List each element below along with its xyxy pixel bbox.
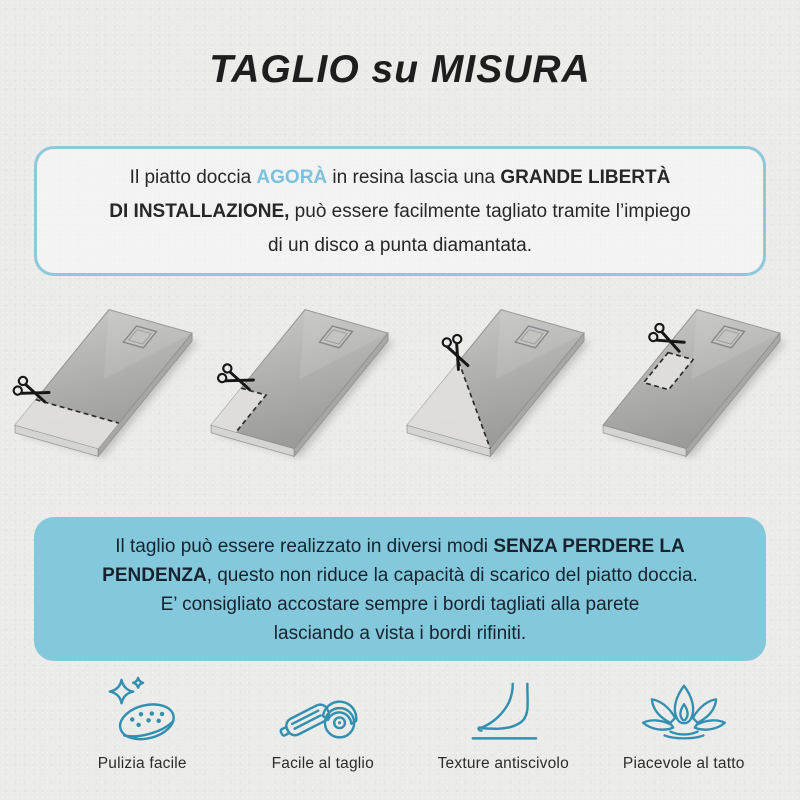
feature-label: Piacevole al tatto xyxy=(622,755,745,772)
brand-name: AGORÀ xyxy=(256,167,328,188)
feature-label: Pulizia facile xyxy=(97,755,187,772)
pendenza-box xyxy=(34,517,766,661)
intro-box xyxy=(34,146,766,276)
intro-line-3 xyxy=(43,229,757,263)
pendenza-line-1 xyxy=(38,532,762,561)
text-segment: , questo non riduce la capacità di scarico del piatto doccia. xyxy=(206,565,698,586)
text-segment: può essere facilmente tagliato tramite l’impiego xyxy=(289,201,691,222)
tray-cut-center-hole xyxy=(596,294,792,472)
intro-line-2 xyxy=(43,195,757,229)
text-segment-bold: DI INSTALLAZIONE, xyxy=(109,201,290,222)
intro-line-1 xyxy=(43,161,757,195)
feature-piacevole-al-tatto xyxy=(594,676,775,773)
feature-label: Facile al taglio xyxy=(271,755,374,772)
text-segment-bold: PENDENZA xyxy=(102,565,207,586)
angle-grinder-icon xyxy=(279,676,367,752)
lotus-icon xyxy=(640,676,728,752)
feature-texture-antiscivolo xyxy=(413,676,594,773)
text-segment: Il taglio può essere realizzato in diversi modi xyxy=(115,536,494,557)
text-segment-bold: GRANDE LIBERTÀ xyxy=(500,167,671,188)
pendenza-line-3 xyxy=(38,590,762,619)
text-segment: di un disco a punta diamantata. xyxy=(267,235,533,256)
feature-facile-al-taglio xyxy=(233,676,414,773)
tray-cut-edge-strip xyxy=(8,294,204,472)
tray-cut-corner-notch xyxy=(204,294,400,472)
text-segment: lasciando a vista i bordi rifiniti. xyxy=(273,623,527,644)
text-segment-bold: SENZA PERDERE LA xyxy=(493,536,685,557)
page-title: TAGLIO su MISURA xyxy=(209,48,591,91)
tray-cut-diagonal xyxy=(400,294,596,472)
feature-pulizia-facile xyxy=(52,676,233,773)
text-segment: Il piatto doccia xyxy=(129,167,257,188)
tray-illustrations-row xyxy=(8,294,792,474)
pendenza-line-2 xyxy=(38,561,762,590)
sponge-sparkle-icon xyxy=(98,676,186,752)
text-segment: in resina lascia una xyxy=(327,167,501,188)
pendenza-line-4 xyxy=(38,619,762,648)
features-row xyxy=(0,676,800,773)
feature-label: Texture antiscivolo xyxy=(437,755,569,772)
text-segment: E’ consigliato accostare sempre i bordi tagliati alla parete xyxy=(160,594,640,615)
foot-antislip-icon xyxy=(459,676,547,752)
